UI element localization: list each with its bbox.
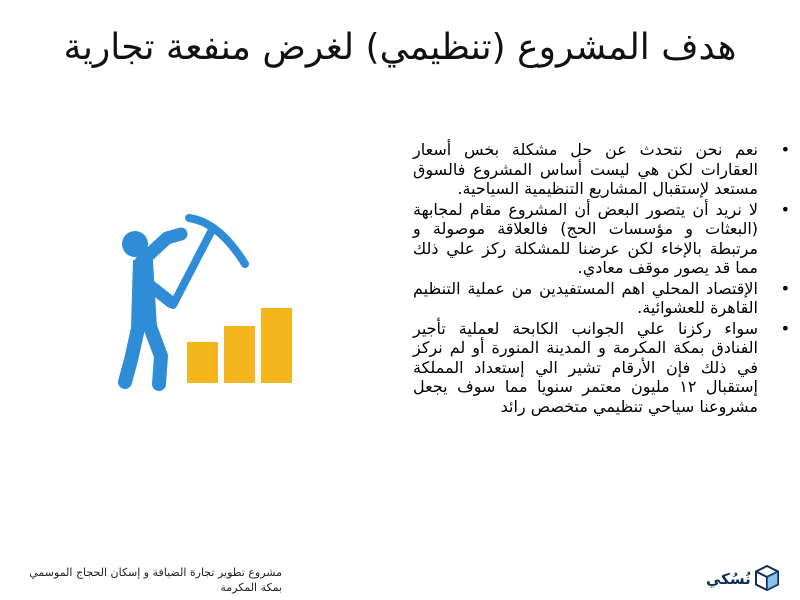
bullet-dot: • <box>780 278 790 298</box>
bullet-dot: • <box>780 318 790 338</box>
list-item: • سواء ركزنا علي الجوانب الكابحة لعملية تأجير الفنادق بمكة المكرمة و المدينة المنورة أو لم نركز في ذلك فإن الأرقام تشير الي إستعداد المملكة إستقبال ١٢ مليون معتمر سنويا مما سوف يجعل مشروعنا سياحي تنظيمي متخصص رائد <box>413 318 790 416</box>
slide-title: هدف المشروع (تنظيمي) لغرض منفعة تجارية <box>63 27 737 68</box>
box-icon <box>754 564 780 592</box>
footer-line-1: مشروع تطوير تجارة الضيافة و إسكان الحجاج الموسمي <box>29 566 282 579</box>
bullet-dot: • <box>780 199 790 219</box>
bar-medium <box>224 326 255 383</box>
brand-logo <box>706 560 780 596</box>
bullet-dot: • <box>780 140 790 159</box>
list-item: • الإقتصاد المحلي اهم المستفيدين من عملية التنظيم القاهرة للعشوائية. <box>413 278 790 317</box>
logo-text: نُسُكي <box>706 570 751 588</box>
mining-growth-illustration <box>95 210 305 395</box>
footer-line-2: بمكة المكرمة <box>220 581 282 594</box>
bar-tall <box>261 308 292 383</box>
list-item: • نعم نحن نتحدث عن حل مشكلة بخس أسعار العقارات لكن هي ليست أساس المشروع فالسوق مستعد لإستقبال المشاريع التنظيمية السياحية. <box>413 140 790 198</box>
bar-small <box>187 342 218 383</box>
bullet-list <box>413 140 790 417</box>
footer-project-title <box>20 565 282 595</box>
list-item: • لا نريد أن يتصور البعض أن المشروع مقام لمجابهة (البعثات و مؤسسات الحج) فالعلاقة موصولة و مرتبطة بالإخاء لكن عرضنا للمشكلة ركز علي ذلك مما قد يصور موقف معادي. <box>413 199 790 277</box>
